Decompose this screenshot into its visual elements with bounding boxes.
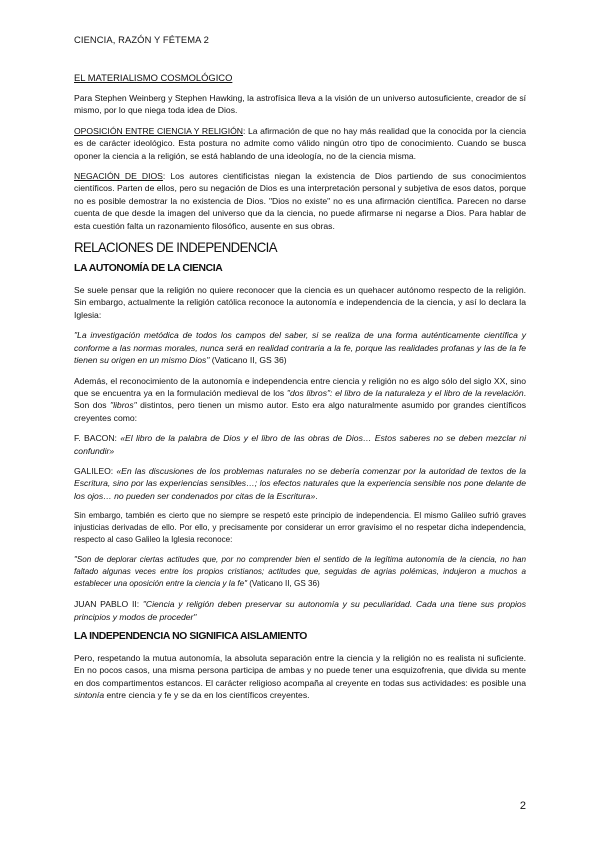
running-header: CIENCIA, RAZÓN Y FÉTEMA 2 [74, 34, 209, 45]
quote-vaticano-2-ref: (Vaticano II, GS 36) [246, 579, 320, 589]
dos-libros-text-e: distintos, pero tienen un mismo autor. Esto era algo naturalmente asumido por grandes científicos creyentes como: [74, 400, 527, 423]
heading-aislamiento: LA INDEPENDENCIA NO SIGNIFICA AISLAMIENTO [74, 630, 307, 642]
quote-vaticano-1-text: "La investigación metódica de todos los campos del saber, si se realiza de una forma auténticamente científica y conforme a las normas morales, nunca será en realidad contraria a la fe, porque las realidades profanas y las de la fe tienen su origen en un mismo Dios" [74, 330, 526, 366]
juan-pablo-quote: "Ciencia y religión deben preservar su autonomía y su peculiaridad. Cada una tiene sus propios principios y modos de proceder" [74, 599, 527, 622]
juan-pablo-label: JUAN PABLO II: [74, 599, 143, 610]
label-oposicion: OPOSICIÓN ENTRE CIENCIA Y RELIGIÓN [74, 125, 243, 136]
text-negacion: : Los autores cientificistas niegan la existencia de Dios partiendo de sus conocimientos científicos. Parten de ellos, pero su negación de Dios es una interpretación personal y subjetiva de esos datos, porque no es posible demostrar la no existencia de Dios. "Dios no existe" no es una afirmación científica. Parecen no darse cuenta de que desde la imagen del universo que da la ciencia, no puede afirmarse ni negarse a Dios. Para hablar de esta cuestión falta un razonamiento filosófico, ausente en sus obras. [74, 171, 526, 231]
quote-vaticano-1 [74, 329, 526, 366]
quote-bacon [74, 432, 526, 457]
aislamiento-text-a: Pero, respetando la mutua autonomía, la absoluta separación entre la ciencia y la religión no es realista ni suficiente. En no pocos casos, una misma persona participa de ambas y no puede tener una esquizofrenia, que divida su mente en dos compartimentos estancos. El carácter religioso acompaña al creyente en todas sus actividades: es posible una [74, 652, 526, 688]
text-oposicion: : La afirmación de que no hay más realidad que la conocida por la ciencia es de carácter ideológico. Esta postura no admite como válido ningún otro tipo de conocimiento. Cuando se busca oponer la ciencia a la religión, se está hablando de una ideología, no de la ciencia misma. [74, 125, 526, 161]
heading-relaciones: RELACIONES DE INDEPENDENCIA [74, 239, 277, 256]
bacon-quote: «El libro de la palabra de Dios y el libro de las obras de Dios… Estos saberes no se deben mezclar ni confundir» [74, 433, 526, 456]
galileo-quote: «En las discusiones de los problemas naturales no se debería comenzar por la autoridad de textos de la Escritura, sino por las experiencias sensibles…; los efectos naturales que la experiencia sensible nos pone delante de los ojos… no pueden ser condenados por citas de la Escritura» [74, 465, 527, 501]
quote-vaticano-1-ref: (Vaticano II, GS 36) [209, 355, 287, 366]
heading-autonomia: LA AUTONOMÍA DE LA CIENCIA [74, 263, 223, 275]
paragraph-dos-libros [74, 375, 526, 425]
page-number: 2 [519, 800, 526, 812]
dos-libros-text-b: "dos libros": el libro de la naturaleza y el libro de la revelación [286, 387, 524, 398]
paragraph-materialismo: Para Stephen Weinberg y Stephen Hawking, la astrofísica lleva a la visión de un universo autosuficiente, creador de sí mismo, por lo que niega toda idea de Dios. [74, 93, 526, 116]
dos-libros-text-a: Además, el reconocimiento de la autonomía e independencia entre ciencia y religión no es algo sólo del siglo XX, sino que se encuentra ya en la formulación medieval de los [74, 375, 526, 398]
quote-galileo [74, 465, 526, 502]
aislamiento-text-b: sintonía [74, 690, 105, 701]
galileo-label: GALILEO: [74, 465, 117, 476]
quote-vaticano-2-text: "Son de deplorar ciertas actitudes que, por no comprender bien el sentido de la legítima autonomía de la ciencia, no han faltado algunas veces entre los propios cristianos; actitudes que, seguidas de agrias polémicas, indujeron a muchos a establecer una oposición entre la ciencia y la fe" [74, 555, 526, 589]
paragraph-oposicion [74, 125, 526, 162]
label-negacion: NEGACIÓN DE DIOS [74, 171, 163, 182]
bacon-label: F. BACON: [74, 433, 121, 444]
dos-libros-text-d: "libros" [110, 400, 137, 411]
quote-vaticano-2 [74, 554, 526, 590]
paragraph-autonomia-1: Se suele pensar que la religión no quiere reconocer que la ciencia es un quehacer autónomo respecto de la religión. Sin embargo, actualmente la religión católica reconoce la autonomía e independencia de la ciencia, y así lo declara la Iglesia: [74, 285, 526, 320]
dos-libros-text-c: . Son dos [74, 387, 526, 411]
paragraph-aislamiento [74, 652, 526, 702]
paragraph-negacion [74, 170, 526, 232]
section-title-materialismo: EL MATERIALISMO COSMOLÓGICO [74, 72, 233, 83]
aislamiento-text-c: entre ciencia y fe y se da en los científicos creyentes. [104, 690, 310, 701]
quote-juan-pablo [74, 598, 526, 623]
paragraph-caso-galileo: Sin embargo, también es cierto que no siempre se respetó este principio de independencia. El mismo Galileo sufrió graves injusticias derivadas de ello. Por ello, y precisamente por considerar un error gravísimo el no respetar dicha independencia, respecto al caso Galileo la Iglesia reconoce: [74, 511, 526, 545]
galileo-end: . [315, 490, 318, 501]
